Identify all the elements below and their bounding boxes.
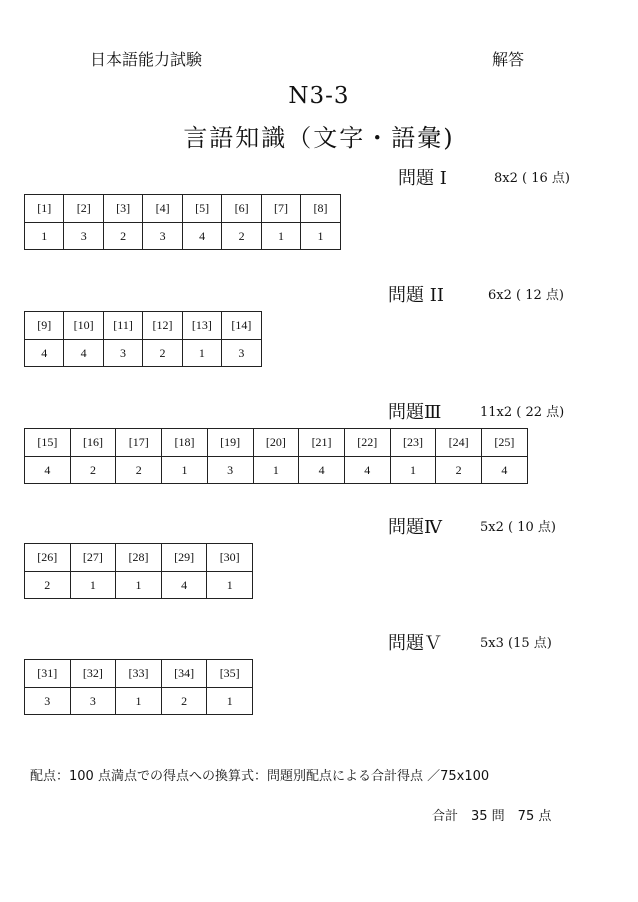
answer-cell: 1: [261, 223, 300, 250]
answer-cell: 3: [222, 340, 261, 367]
section-score: 5x3 (15 点): [480, 636, 552, 651]
answer-cell: 3: [70, 688, 116, 715]
question-number-cell: [33]: [116, 660, 162, 688]
scoring-note: 配点：100 点満点での得点への換算式：問題別配点による合計得点 ／75x100: [30, 769, 490, 784]
exam-name: 日本語能力試験: [90, 50, 203, 69]
question-number-cell: [27]: [70, 544, 116, 572]
question-number-cell: [17]: [116, 429, 162, 457]
section-score: 8x2 ( 16 点): [494, 171, 570, 186]
answer-cell: 3: [64, 223, 103, 250]
question-number-cell: [2]: [64, 195, 103, 223]
answer-cell: 3: [25, 688, 71, 715]
question-number-cell: [28]: [116, 544, 162, 572]
question-number-cell: [4]: [143, 195, 182, 223]
question-number-cell: [26]: [25, 544, 71, 572]
answer-cell: 1: [182, 340, 221, 367]
answer-cell: 4: [64, 340, 103, 367]
answer-table: [24, 194, 341, 250]
question-number-cell: [16]: [70, 429, 116, 457]
question-number-cell: [35]: [207, 660, 253, 688]
answer-table: [24, 311, 262, 367]
section-score: 11x2 ( 22 点): [480, 405, 565, 420]
question-number-cell: [8]: [301, 195, 341, 223]
answer-cell: 1: [162, 457, 208, 484]
answer-row: [25, 340, 262, 367]
question-number-cell: [34]: [161, 660, 207, 688]
answer-cell: 2: [161, 688, 207, 715]
answer-cell: 4: [299, 457, 345, 484]
answer-cell: 4: [482, 457, 528, 484]
question-number-cell: [11]: [103, 312, 142, 340]
answer-table: [24, 543, 253, 599]
answer-cell: 4: [161, 572, 207, 599]
answer-cell: 1: [116, 572, 162, 599]
answer-cell: 2: [143, 340, 182, 367]
answer-cell: 1: [25, 223, 64, 250]
answer-cell: 1: [253, 457, 299, 484]
question-number-cell: [21]: [299, 429, 345, 457]
answer-cell: 2: [103, 223, 142, 250]
answer-cell: 2: [25, 572, 71, 599]
question-number-cell: [1]: [25, 195, 64, 223]
answer-cell: 4: [25, 457, 71, 484]
question-number-cell: [23]: [390, 429, 436, 457]
section-label: 問題 I: [398, 168, 447, 189]
answers-label: 解答: [492, 50, 525, 69]
answer-cell: 4: [344, 457, 390, 484]
answer-table: [24, 659, 253, 715]
answer-row: [25, 457, 528, 484]
question-number-cell: [25]: [482, 429, 528, 457]
question-number-row: [25, 544, 253, 572]
question-number-cell: [32]: [70, 660, 116, 688]
question-number-cell: [10]: [64, 312, 103, 340]
question-number-cell: [5]: [182, 195, 221, 223]
question-number-cell: [30]: [207, 544, 253, 572]
answer-row: [25, 223, 341, 250]
question-number-cell: [14]: [222, 312, 261, 340]
answer-row: [25, 688, 253, 715]
answer-cell: 3: [103, 340, 142, 367]
answer-cell: 1: [207, 572, 253, 599]
question-number-row: [25, 195, 341, 223]
answer-cell: 2: [70, 457, 116, 484]
question-number-cell: [19]: [207, 429, 253, 457]
answer-cell: 1: [207, 688, 253, 715]
question-number-cell: [15]: [25, 429, 71, 457]
question-number-cell: [31]: [25, 660, 71, 688]
question-number-cell: [13]: [182, 312, 221, 340]
section-title: 言語知識（文字・語彙): [183, 124, 455, 152]
answer-cell: 2: [116, 457, 162, 484]
answer-cell: 3: [143, 223, 182, 250]
section-label: 問題Ｖ: [388, 633, 442, 654]
question-number-row: [25, 429, 528, 457]
answer-cell: 1: [301, 223, 341, 250]
answer-cell: 1: [70, 572, 116, 599]
answer-cell: 1: [390, 457, 436, 484]
question-number-row: [25, 312, 262, 340]
question-number-cell: [7]: [261, 195, 300, 223]
answer-cell: 2: [436, 457, 482, 484]
answer-cell: 4: [182, 223, 221, 250]
answer-row: [25, 572, 253, 599]
total-summary: 合計 35 問 75 点: [432, 809, 552, 824]
question-number-cell: [9]: [25, 312, 64, 340]
answer-cell: 1: [116, 688, 162, 715]
question-number-row: [25, 660, 253, 688]
answer-cell: 4: [25, 340, 64, 367]
question-number-cell: [29]: [161, 544, 207, 572]
answer-cell: 3: [207, 457, 253, 484]
section-label: 問題 II: [388, 285, 444, 306]
question-number-cell: [24]: [436, 429, 482, 457]
section-score: 6x2 ( 12 点): [488, 288, 564, 303]
question-number-cell: [18]: [162, 429, 208, 457]
section-label: 問題Ⅲ: [388, 402, 442, 423]
section-score: 5x2 ( 10 点): [480, 520, 556, 535]
section-label: 問題Ⅳ: [388, 517, 442, 538]
question-number-cell: [3]: [103, 195, 142, 223]
answer-cell: 2: [222, 223, 261, 250]
question-number-cell: [12]: [143, 312, 182, 340]
question-number-cell: [22]: [344, 429, 390, 457]
answer-table: [24, 428, 528, 484]
question-number-cell: [20]: [253, 429, 299, 457]
question-number-cell: [6]: [222, 195, 261, 223]
level-title: N3-3: [288, 83, 350, 109]
